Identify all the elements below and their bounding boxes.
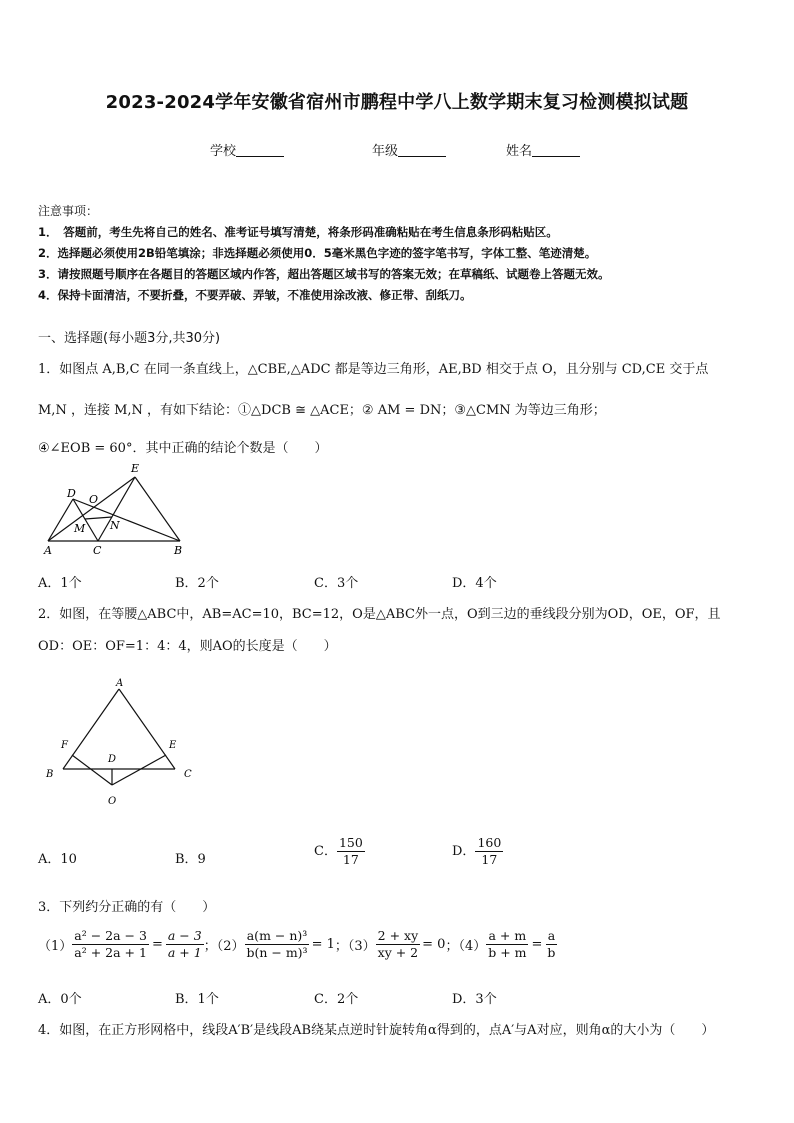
q2-option-b[interactable]: B．9	[175, 852, 206, 867]
frac-numerator: a + m	[488, 928, 527, 943]
frac-denominator: xy + 2	[377, 945, 419, 960]
label-B: B	[174, 544, 183, 557]
name-field[interactable]	[506, 140, 580, 159]
label-F: F	[61, 740, 68, 751]
q3-e4-right-fraction	[545, 928, 557, 961]
frac-numerator: a(m − n)³	[246, 928, 308, 943]
q2-option-c-fraction	[337, 835, 365, 868]
label-E: E	[169, 740, 177, 751]
q3-e1-right-fraction	[166, 928, 204, 961]
q1-option-d[interactable]: D．4个	[452, 576, 497, 591]
school-label: 学校	[210, 144, 237, 159]
label-O: O	[108, 796, 117, 807]
frac-denominator: 17	[481, 852, 498, 867]
q2-option-d-fraction	[475, 835, 503, 868]
frac-numerator: a² − 2a − 3	[74, 928, 147, 943]
label-D: D	[108, 754, 117, 765]
q3-option-a[interactable]: A．0个	[38, 992, 82, 1007]
q1-option-b[interactable]: B．2个	[175, 576, 219, 591]
q3-e1-left-fraction	[72, 928, 149, 961]
frac-denominator: a + 1	[167, 945, 202, 960]
q4-line1: 4．如图，在正方形网格中，线段A′B′是线段AB绕某点逆时针旋转角α得到的，点A′与A对应，则角α的大小为（ ）	[38, 1023, 715, 1038]
q1-figure	[38, 458, 188, 558]
section-heading: 一、选择题(每小题3分,共30分)	[38, 331, 221, 346]
grade-label: 年级	[372, 144, 399, 159]
frac-denominator: b	[547, 945, 556, 960]
q2-line2: OD：OE：OF=1：4：4，则AO的长度是（ ）	[38, 639, 337, 654]
note-item: 3．请按照题号顺序在各题目的答题区域内作答，超出答题区域书写的答案无效；在草稿纸、试题卷上答题无效。	[38, 267, 610, 281]
label-D: D	[67, 487, 76, 500]
name-blank[interactable]	[532, 144, 580, 157]
grade-field[interactable]	[372, 140, 446, 159]
label-N: N	[110, 519, 120, 532]
label-A: A	[116, 678, 124, 689]
q3-e2-fraction	[244, 928, 309, 961]
frac-denominator: a² + 2a + 1	[74, 945, 147, 960]
q2-option-d-prefix: D．	[452, 844, 476, 859]
notes-heading: 注意事项：	[38, 204, 99, 218]
q3-e3-label: ；（3）	[334, 939, 376, 954]
q3-e3-fraction	[376, 928, 421, 961]
q3-option-b[interactable]: B．1个	[175, 992, 219, 1007]
frac-denominator: 17	[342, 852, 359, 867]
q3-e1-label: （1）	[38, 939, 73, 954]
q3-e2-label: ；（2）	[203, 939, 245, 954]
q1-line3: ④∠EOB = 60°．其中正确的结论个数是（ ）	[38, 441, 328, 456]
frac-numerator: a − 3	[167, 928, 202, 943]
q2-figure	[38, 673, 208, 813]
frac-denominator: b + m	[488, 945, 527, 960]
name-label: 姓名	[506, 144, 533, 159]
q1-line2: M,N ，连接 M,N ，有如下结论：①△DCB ≅ △ACE；② AM = DN；③△CMN 为等边三角形；	[38, 403, 606, 418]
q2-option-d[interactable]	[452, 835, 503, 868]
q2-line1: 2．如图，在等腰△ABC中，AB=AC=10，BC=12，O是△ABC外一点，O到三边的垂线段分别为OD，OE，OF，且	[38, 607, 721, 622]
note-item: 1． 答题前，考生先将自己的姓名、准考证号填写清楚，将条形码准确粘贴在考生信息条形码粘贴区。	[38, 225, 558, 239]
q3-e4-left-fraction	[486, 928, 528, 961]
q3-option-c[interactable]: C．2个	[314, 992, 359, 1007]
notes-block	[38, 201, 610, 306]
q3-expressions	[38, 928, 557, 961]
label-E: E	[131, 462, 140, 475]
page-title: 2023-2024学年安徽省宿州市鹏程中学八上数学期末复习检测模拟试题	[105, 92, 689, 113]
label-O: O	[89, 493, 99, 506]
q2-option-c[interactable]	[314, 835, 365, 868]
frac-numerator: 150	[338, 835, 363, 850]
q1-line1: 1．如图点 A,B,C 在同一条直线上，△CBE,△ADC 都是等边三角形，AE,BD 相交于点 O，且分别与 CD,CE 交于点	[38, 362, 709, 377]
label-A: A	[44, 544, 52, 557]
q3-e4-label: ；（4）	[445, 939, 487, 954]
q2-option-a[interactable]: A．10	[38, 852, 77, 867]
q2-option-c-prefix: C．	[314, 844, 337, 859]
school-field[interactable]	[210, 140, 284, 159]
frac-numerator: 160	[477, 835, 502, 850]
q1-option-c[interactable]: C．3个	[314, 576, 359, 591]
label-C: C	[93, 544, 102, 557]
label-B: B	[46, 769, 54, 780]
equals-sign: =	[151, 937, 163, 952]
school-blank[interactable]	[236, 144, 284, 157]
label-C: C	[184, 769, 192, 780]
grade-blank[interactable]	[398, 144, 446, 157]
q3-option-d[interactable]: D．3个	[452, 992, 497, 1007]
label-M: M	[74, 522, 86, 535]
frac-numerator: a	[547, 928, 556, 943]
q1-option-a[interactable]: A．1个	[38, 576, 82, 591]
note-item: 2．选择题必须使用2B铅笔填涂；非选择题必须使用0．5毫米黑色字迹的签字笔书写，字体工整、笔迹清楚。	[38, 246, 597, 260]
q3-e2-result: = 1	[311, 937, 335, 952]
frac-numerator: 2 + xy	[377, 928, 419, 943]
frac-denominator: b(n − m)³	[246, 945, 308, 960]
note-item: 4．保持卡面清洁，不要折叠，不要弄破、弄皱，不准使用涂改液、修正带、刮纸刀。	[38, 288, 472, 302]
equals-sign: =	[531, 937, 543, 952]
q3-line1: 3．下列约分正确的有（ ）	[38, 900, 216, 915]
q3-e3-result: = 0	[422, 937, 446, 952]
